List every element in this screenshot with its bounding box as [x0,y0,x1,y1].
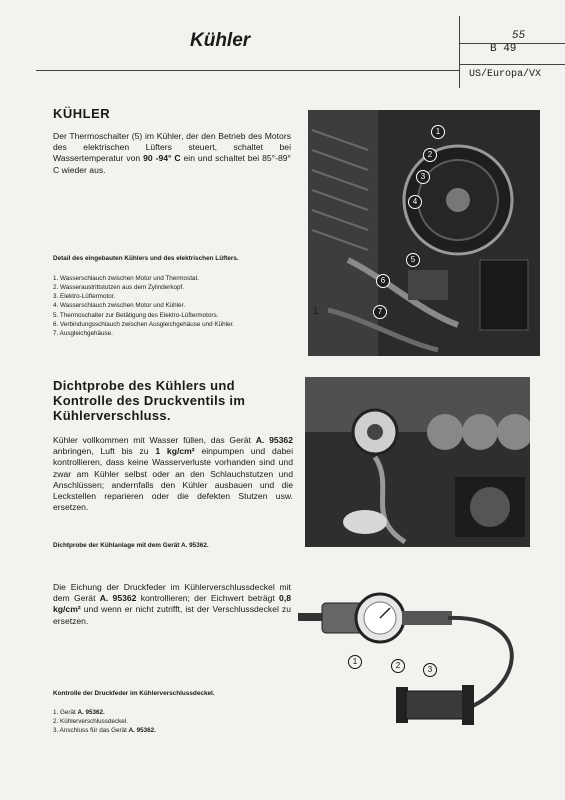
callout-1: 1 [431,125,445,139]
druckfeder-block [53,690,291,735]
list-item: 1. Wasserschlauch zwischen Motor und Thermostat. [53,274,199,282]
page-title: Kühler [190,30,251,51]
header-info-box [459,16,565,88]
callout-3: 3 [416,170,430,184]
callout-7: 7 [373,305,387,319]
figure-caption: Dichtprobe der Kühlanlage mit dem Gerät A. 95362. [53,542,209,549]
figure-caption: Kontrolle der Druckfeder im Kühlerverschlussdeckel. [53,690,215,697]
callout-1: 1 [348,655,362,669]
figure-caption: Detail des eingebauten Kühlers und des elektrischen Lüfters. [53,255,239,262]
callout-5: 5 [406,253,420,267]
list-item: 1. Gerät A. 95362. [53,708,105,716]
list-item: 4. Wasserschlauch zwischen Motor und Kühler. [53,302,186,310]
pressure-test-photo [305,377,530,547]
page-number: 55 [512,30,526,42]
engine-radiator-photo [308,110,540,356]
section-kuehler [53,106,291,176]
parts-list [53,708,291,736]
divider [460,43,565,44]
callout-6: 6 [376,274,390,288]
callout-4: 4 [408,195,422,209]
list-item: 2. Kühlerverschlussdeckel. [53,717,128,725]
section-eichung [53,582,291,627]
divider [460,64,565,65]
list-item: 2. Wasseraustrittstutzen aus dem Zylinderkopf. [53,283,185,291]
eichung-paragraph: Die Eichung der Druckfeder im Kühlerverschlussdeckel mit dem Gerät A. 95362 kontrollieren; der Eichwert beträgt 0,8 kg/cm² und wenn er nicht zutrifft, ist der Verschlussdeckel zu ersetzen. [53,582,291,626]
document-code: B 49 [490,43,517,55]
list-item: 6. Verbindungsschlauch zwischen Ausgleichgehäuse und Kühler. [53,320,234,328]
intro-paragraph: Der Thermoschalter (5) im Kühler, der den Betrieb des Motors des elektrischen Lüfters steuert, schaltet bei Wassertemperatur von 90 -94° C ein und schaltet bei 85°-89° C wieder aus. [53,131,291,175]
callout-2: 2 [391,659,405,673]
section-heading: Dichtprobe des Kühlers und Kontrolle des Druckventils im Kühlerverschluss. [53,378,246,423]
list-item: 3. Anschluss für das Gerät A. 95362. [53,727,156,735]
tester-illustration [298,575,538,750]
list-item: 3. Elektro-Lüftermotor. [53,293,116,301]
dichtprobe-paragraph: Kühler vollkommen mit Wasser füllen, das Gerät A. 95362 anbringen, Luft bis zu 1 kg/cm² einpumpen und dabei kontrollieren, dass keine Wasserverluste vorhanden sind und zwar am Kühler selbst oder an den Schlauchstutzen und Anschlüssen; andernfalls den Kühler ausbauen und die Leckstellen reparieren oder die defekten Stutzen usw. ersetzen. [53,435,293,513]
section-dichtprobe [53,378,293,513]
list-item: 7. Ausgleichgehäuse. [53,330,113,338]
callout-3: 3 [423,663,437,677]
list-item: 5. Thermoschalter zur Betätigung des Elektro-Lüftermotors. [53,311,219,319]
figure-side-mark: 1 [313,306,319,316]
parts-list [53,274,291,339]
region-label: US/Europa/VX [469,69,542,80]
callout-2: 2 [423,148,437,162]
section-heading: KÜHLER [53,106,111,121]
radiator-detail-block [53,255,291,339]
header-rule [36,70,459,71]
